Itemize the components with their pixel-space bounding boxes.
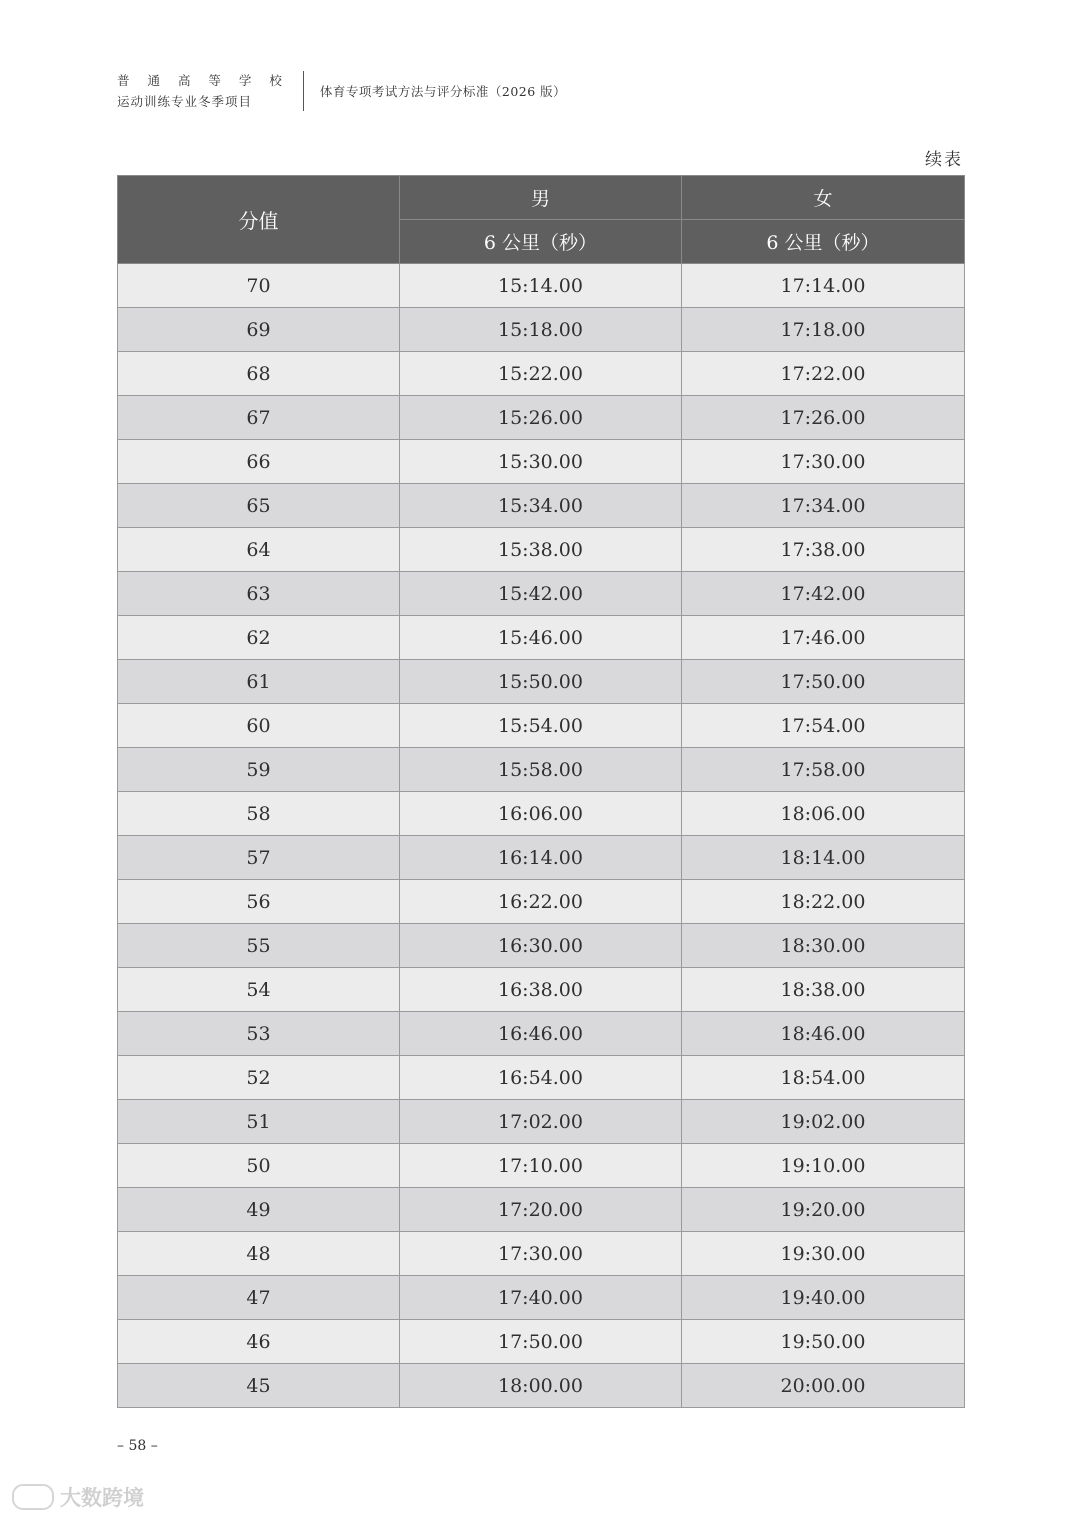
score-cell: 49: [118, 1188, 400, 1232]
male-time-cell: 16:30.00: [400, 924, 682, 968]
table-row: [118, 968, 965, 1012]
table-row: [118, 1320, 965, 1364]
table-row: [118, 1012, 965, 1056]
score-cell: 64: [118, 528, 400, 572]
female-time-cell: 19:30.00: [682, 1232, 965, 1276]
female-time-cell: 17:14.00: [682, 264, 965, 308]
female-time-cell: 18:14.00: [682, 836, 965, 880]
male-time-cell: 17:20.00: [400, 1188, 682, 1232]
female-time-cell: 18:38.00: [682, 968, 965, 1012]
book-series-title: [117, 70, 289, 112]
male-time-cell: 16:14.00: [400, 836, 682, 880]
table-row: [118, 836, 965, 880]
male-time-cell: 16:06.00: [400, 792, 682, 836]
watermark-text: 大数跨境: [60, 1486, 144, 1510]
male-time-cell: 18:00.00: [400, 1364, 682, 1408]
male-time-cell: 15:42.00: [400, 572, 682, 616]
running-header: [117, 70, 566, 112]
female-time-cell: 17:46.00: [682, 616, 965, 660]
table-row: [118, 440, 965, 484]
score-cell: 56: [118, 880, 400, 924]
score-cell: 54: [118, 968, 400, 1012]
table-row: [118, 748, 965, 792]
male-time-cell: 17:50.00: [400, 1320, 682, 1364]
score-cell: 60: [118, 704, 400, 748]
female-time-cell: 17:22.00: [682, 352, 965, 396]
page-number: – 58 –: [117, 1438, 158, 1454]
male-time-cell: 17:40.00: [400, 1276, 682, 1320]
score-cell: 46: [118, 1320, 400, 1364]
female-time-cell: 18:22.00: [682, 880, 965, 924]
watermark: [12, 1482, 144, 1512]
score-cell: 61: [118, 660, 400, 704]
score-cell: 58: [118, 792, 400, 836]
male-time-cell: 16:22.00: [400, 880, 682, 924]
score-cell: 66: [118, 440, 400, 484]
score-cell: 67: [118, 396, 400, 440]
female-time-cell: 19:02.00: [682, 1100, 965, 1144]
table-row: [118, 484, 965, 528]
score-cell: 47: [118, 1276, 400, 1320]
watermark-logo-icon: [12, 1484, 54, 1510]
male-time-cell: 15:30.00: [400, 440, 682, 484]
table-row: [118, 880, 965, 924]
male-time-cell: 15:34.00: [400, 484, 682, 528]
female-time-cell: 20:00.00: [682, 1364, 965, 1408]
female-column-header: 女: [682, 176, 965, 220]
table-row: [118, 308, 965, 352]
table-row: [118, 528, 965, 572]
score-table: [117, 175, 965, 1408]
continued-table-label: 续表: [925, 150, 963, 170]
female-time-cell: 19:50.00: [682, 1320, 965, 1364]
female-time-cell: 18:54.00: [682, 1056, 965, 1100]
table-row: [118, 396, 965, 440]
female-time-cell: 18:30.00: [682, 924, 965, 968]
table-row: [118, 352, 965, 396]
female-time-cell: 17:38.00: [682, 528, 965, 572]
table-row: [118, 264, 965, 308]
table-body: [118, 264, 965, 1408]
male-time-cell: 15:58.00: [400, 748, 682, 792]
male-time-cell: 17:30.00: [400, 1232, 682, 1276]
score-cell: 68: [118, 352, 400, 396]
female-time-cell: 18:46.00: [682, 1012, 965, 1056]
series-line-2: 运动训练专业冬季项目: [117, 94, 253, 109]
female-time-cell: 19:40.00: [682, 1276, 965, 1320]
male-time-cell: 15:46.00: [400, 616, 682, 660]
female-time-cell: 19:10.00: [682, 1144, 965, 1188]
score-cell: 52: [118, 1056, 400, 1100]
female-time-cell: 17:54.00: [682, 704, 965, 748]
male-time-cell: 15:38.00: [400, 528, 682, 572]
female-time-cell: 17:42.00: [682, 572, 965, 616]
table-row: [118, 660, 965, 704]
female-time-cell: 19:20.00: [682, 1188, 965, 1232]
male-time-cell: 15:22.00: [400, 352, 682, 396]
male-time-cell: 17:02.00: [400, 1100, 682, 1144]
table-row: [118, 924, 965, 968]
score-cell: 65: [118, 484, 400, 528]
table-row: [118, 1276, 965, 1320]
male-time-cell: 16:54.00: [400, 1056, 682, 1100]
score-cell: 57: [118, 836, 400, 880]
score-cell: 45: [118, 1364, 400, 1408]
header-divider: [303, 71, 304, 111]
table-row: [118, 1056, 965, 1100]
table-row: [118, 1188, 965, 1232]
book-title: 体育专项考试方法与评分标准（2026 版）: [319, 84, 567, 99]
female-time-cell: 17:34.00: [682, 484, 965, 528]
male-time-cell: 15:54.00: [400, 704, 682, 748]
male-time-cell: 17:10.00: [400, 1144, 682, 1188]
female-time-cell: 17:26.00: [682, 396, 965, 440]
table-row: [118, 616, 965, 660]
table-row: [118, 1364, 965, 1408]
female-time-cell: 18:06.00: [682, 792, 965, 836]
score-cell: 48: [118, 1232, 400, 1276]
score-cell: 51: [118, 1100, 400, 1144]
table-row: [118, 792, 965, 836]
male-time-cell: 16:46.00: [400, 1012, 682, 1056]
score-cell: 69: [118, 308, 400, 352]
table-row: [118, 1144, 965, 1188]
female-time-cell: 17:50.00: [682, 660, 965, 704]
table-row: [118, 1232, 965, 1276]
score-cell: 50: [118, 1144, 400, 1188]
series-line-1: 普 通 高 等 学 校: [117, 73, 289, 88]
male-time-cell: 15:50.00: [400, 660, 682, 704]
table-row: [118, 572, 965, 616]
score-cell: 59: [118, 748, 400, 792]
female-time-cell: 17:30.00: [682, 440, 965, 484]
score-cell: 70: [118, 264, 400, 308]
table-row: [118, 1100, 965, 1144]
male-time-cell: 15:18.00: [400, 308, 682, 352]
score-cell: 63: [118, 572, 400, 616]
female-event-subheader: 6 公里（秒）: [682, 220, 965, 264]
score-column-header: 分值: [118, 176, 400, 264]
table-row: [118, 704, 965, 748]
female-time-cell: 17:58.00: [682, 748, 965, 792]
score-cell: 53: [118, 1012, 400, 1056]
male-time-cell: 15:26.00: [400, 396, 682, 440]
score-cell: 62: [118, 616, 400, 660]
male-time-cell: 15:14.00: [400, 264, 682, 308]
male-column-header: 男: [400, 176, 682, 220]
female-time-cell: 17:18.00: [682, 308, 965, 352]
male-time-cell: 16:38.00: [400, 968, 682, 1012]
male-event-subheader: 6 公里（秒）: [400, 220, 682, 264]
score-cell: 55: [118, 924, 400, 968]
